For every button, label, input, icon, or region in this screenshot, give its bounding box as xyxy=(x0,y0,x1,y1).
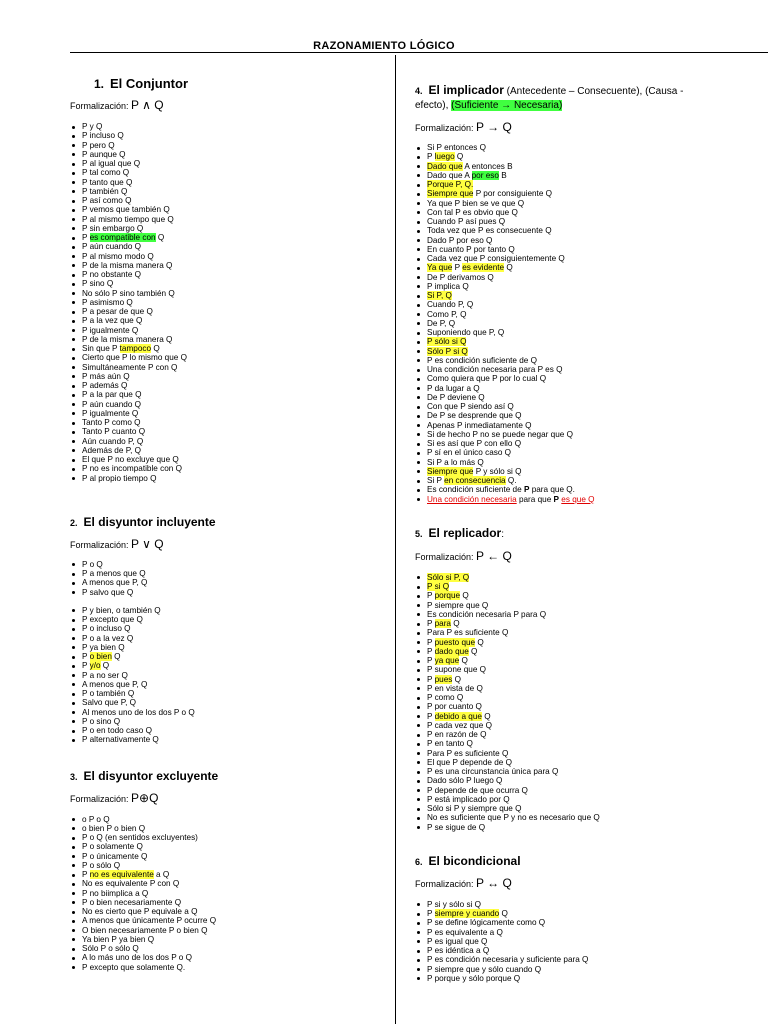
list-item: P se sigue de Q xyxy=(415,823,745,832)
list-item: P o bien Q xyxy=(70,652,385,661)
list-item: o P o Q xyxy=(70,815,385,824)
list-item: A menos que P, Q xyxy=(70,578,385,587)
list-item: P o incluso Q xyxy=(70,624,385,633)
expression-list xyxy=(70,815,385,972)
formalization xyxy=(415,121,745,134)
section-disyuntor-excluyente xyxy=(70,769,385,972)
list-item: De P derivamos Q xyxy=(415,273,745,282)
section-number: 2. xyxy=(70,517,78,528)
list-item: P también Q xyxy=(70,187,385,196)
list-item: P sin embargo Q xyxy=(70,224,385,233)
list-item: P supone que Q xyxy=(415,665,745,674)
list-item: De P se desprende que Q xyxy=(415,411,745,420)
list-item: P pues Q xyxy=(415,675,745,684)
list-item: P salvo que Q xyxy=(70,588,385,597)
section-subtitle-cont: efecto), xyxy=(415,100,452,111)
list-item: No sólo P sino también Q xyxy=(70,289,385,298)
list-item: P se define lógicamente como Q xyxy=(415,918,745,927)
list-item: Ya que P es evidente Q xyxy=(415,263,745,272)
list-item: P incluso Q xyxy=(70,131,385,140)
list-item: P no es incompatible con Q xyxy=(70,464,385,473)
list-item: Porque P, Q. xyxy=(415,180,745,189)
formalization xyxy=(415,550,745,563)
list-item: P aún cuando Q xyxy=(70,400,385,409)
formula-symbol: P ↔ Q xyxy=(476,875,512,890)
section-number: 1. xyxy=(94,77,105,91)
list-item: P debido a que Q xyxy=(415,712,745,721)
expression-list xyxy=(415,573,745,832)
list-item: Como P, Q xyxy=(415,310,745,319)
list-item: P aún cuando Q xyxy=(70,242,385,251)
list-item: Con tal P es obvio que Q xyxy=(415,208,745,217)
section-subtitle: (Antecedente – Consecuente), (Causa - xyxy=(503,86,684,97)
list-item: P es condición suficiente de Q xyxy=(415,356,745,365)
list-item: El que P no excluye que Q xyxy=(70,455,385,464)
section-bicondicional xyxy=(415,854,745,983)
list-item: Dado que A por eso B xyxy=(415,171,745,180)
list-item: A menos que únicamente P ocurre Q xyxy=(70,916,385,925)
list-item: P dado que Q xyxy=(415,647,745,656)
list-item: P luego Q xyxy=(415,152,745,161)
expression-list xyxy=(415,143,745,504)
list-item: P está implicado por Q xyxy=(415,795,745,804)
list-item: P a menos que Q xyxy=(70,569,385,578)
list-item: P a pesar de que Q xyxy=(70,307,385,316)
list-item: P sólo si Q xyxy=(415,337,745,346)
list-item: Tanto P cuanto Q xyxy=(70,427,385,436)
list-item: P sí en el único caso Q xyxy=(415,448,745,457)
list-item: Si P en consecuencia Q. xyxy=(415,476,745,485)
list-item: Siempre que P y sólo si Q xyxy=(415,467,745,476)
list-item: P es equivalente a Q xyxy=(415,928,745,937)
list-item: De P, Q xyxy=(415,319,745,328)
list-item: P sino Q xyxy=(70,279,385,288)
list-item: P o en todo caso Q xyxy=(70,726,385,735)
list-item: P además Q xyxy=(70,381,385,390)
list-item: Suponiendo que P, Q xyxy=(415,328,745,337)
list-item: Una condición necesaria para P es Q xyxy=(415,365,745,374)
list-item: O bien necesariamente P o bien Q xyxy=(70,926,385,935)
list-item: P depende de que ocurra Q xyxy=(415,786,745,795)
list-item: Apenas P inmediatamente Q xyxy=(415,421,745,430)
list-item: P ya que Q xyxy=(415,656,745,665)
list-item: P da lugar a Q xyxy=(415,384,745,393)
list-item: No es cierto que P equivale a Q xyxy=(70,907,385,916)
list-item: P o sólo Q xyxy=(70,861,385,870)
list-item: P aunque Q xyxy=(70,150,385,159)
section-heading xyxy=(415,526,745,542)
list-item: P implica Q xyxy=(415,282,745,291)
section-disyuntor-incluyente xyxy=(70,515,385,745)
list-item: Si P entonces Q xyxy=(415,143,745,152)
list-item: P o únicamente Q xyxy=(70,852,385,861)
list-item: Salvo que P, Q xyxy=(70,698,385,707)
list-item: P es condición necesaria y suficiente para Q xyxy=(415,955,745,964)
list-item: Sin que P tampoco Q xyxy=(70,344,385,353)
list-item: P tal como Q xyxy=(70,168,385,177)
list-item: Dado sólo P luego Q xyxy=(415,776,745,785)
list-item: o bien P o bien Q xyxy=(70,824,385,833)
list-item: Cada vez que P consiguientemente Q xyxy=(415,254,745,263)
list-item: P igualmente Q xyxy=(70,409,385,418)
list-item: Sólo P si Q xyxy=(415,347,745,356)
list-item: P o Q (en sentidos excluyentes) xyxy=(70,833,385,842)
list-item: P o también Q xyxy=(70,689,385,698)
section-heading xyxy=(70,515,385,530)
formalization-label: Formalización: xyxy=(415,551,474,562)
list-item: Es condición suficiente de P para que Q. xyxy=(415,485,745,494)
formalization xyxy=(70,792,385,805)
list-item: Dado que A entonces B xyxy=(415,162,745,171)
section-title: El replicador xyxy=(428,525,502,540)
section-replicador xyxy=(415,526,745,832)
list-item: El que P depende de Q xyxy=(415,758,745,767)
list-item: P así como Q xyxy=(70,196,385,205)
list-item: P a no ser Q xyxy=(70,671,385,680)
list-item: P y Q xyxy=(70,122,385,131)
list-item: P al mismo tiempo que Q xyxy=(70,215,385,224)
list-item: P pero Q xyxy=(70,141,385,150)
list-item: Es condición necesaria P para Q xyxy=(415,610,745,619)
header-rule xyxy=(70,52,768,53)
section-title: El Conjuntor xyxy=(110,76,189,91)
list-item: P no biimplica a Q xyxy=(70,889,385,898)
formula-symbol: P⊕Q xyxy=(131,790,159,805)
list-item: P y/o Q xyxy=(70,661,385,670)
list-item: P porque Q xyxy=(415,591,745,600)
list-item: P más aún Q xyxy=(70,372,385,381)
list-item: P ya bien Q xyxy=(70,643,385,652)
list-item: P cada vez que Q xyxy=(415,721,745,730)
left-column xyxy=(70,77,385,972)
formalization xyxy=(70,99,385,112)
list-item: P es una circunstancia única para Q xyxy=(415,767,745,776)
list-item: Simultáneamente P con Q xyxy=(70,363,385,372)
section-title: El bicondicional xyxy=(428,853,521,868)
section-number: 4. xyxy=(415,86,423,96)
formalization-label: Formalización: xyxy=(70,793,129,804)
formula-symbol: P ← Q xyxy=(476,548,512,563)
list-item: Si es así que P con ello Q xyxy=(415,439,745,448)
list-item: P por cuanto Q xyxy=(415,702,745,711)
formalization xyxy=(415,877,745,890)
expression-list xyxy=(70,122,385,483)
section-title-colon: : xyxy=(501,528,504,540)
list-item: P a la vez que Q xyxy=(70,316,385,325)
page-title: RAZONAMIENTO LÓGICO xyxy=(313,40,455,52)
list-item: P no es equivalente a Q xyxy=(70,870,385,879)
list-item: P o solamente Q xyxy=(70,842,385,851)
list-item: P excepto que solamente Q. xyxy=(70,963,385,972)
right-column xyxy=(415,84,745,983)
list-item: P en razón de Q xyxy=(415,730,745,739)
list-item: No es equivalente P con Q xyxy=(70,879,385,888)
section-number: 3. xyxy=(70,771,78,782)
formula-symbol: P ∧ Q xyxy=(131,98,164,112)
list-item: En cuanto P por tanto Q xyxy=(415,245,745,254)
expression-list xyxy=(415,900,745,983)
list-item: P o Q xyxy=(70,560,385,569)
list-item: P siempre que y sólo cuando Q xyxy=(415,965,745,974)
list-item: A lo más uno de los dos P o Q xyxy=(70,953,385,962)
list-item: P siempre y cuando Q xyxy=(415,909,745,918)
list-item: De P deviene Q xyxy=(415,393,745,402)
list-item: P al propio tiempo Q xyxy=(70,474,385,483)
list-item: Sólo si P, Q xyxy=(415,573,745,582)
list-item: P o bien necesariamente Q xyxy=(70,898,385,907)
section-subtitle-highlight: (Suficiente → Necesaria) xyxy=(451,100,563,111)
list-item: A menos que P, Q xyxy=(70,680,385,689)
list-item: P siempre que Q xyxy=(415,601,745,610)
list-item: Toda vez que P es consecuente Q xyxy=(415,226,745,235)
list-item: P a la par que Q xyxy=(70,390,385,399)
list-item: P puesto que Q xyxy=(415,638,745,647)
section-heading xyxy=(415,854,745,869)
list-item: P igualmente Q xyxy=(70,326,385,335)
list-item: P al mismo modo Q xyxy=(70,252,385,261)
list-item: P o sino Q xyxy=(70,717,385,726)
list-item: P es idéntica a Q xyxy=(415,946,745,955)
list-item: P vemos que también Q xyxy=(70,205,385,214)
list-item: Para P es suficiente Q xyxy=(415,628,745,637)
list-item: P si Q xyxy=(415,582,745,591)
list-item: P para Q xyxy=(415,619,745,628)
list-item: Para P es suficiente Q xyxy=(415,749,745,758)
expression-list xyxy=(70,560,385,745)
list-item: Si P a lo más Q xyxy=(415,458,745,467)
section-number: 6. xyxy=(415,856,423,867)
list-item: P en tanto Q xyxy=(415,739,745,748)
list-item: P como Q xyxy=(415,693,745,702)
list-item: Con que P siendo así Q xyxy=(415,402,745,411)
list-item: Dado P por eso Q xyxy=(415,236,745,245)
section-conjuntor xyxy=(70,77,385,483)
section-title: El disyuntor incluyente xyxy=(83,514,216,529)
list-item: Si de hecho P no se puede negar que Q xyxy=(415,430,745,439)
list-item: P si y sólo si Q xyxy=(415,900,745,909)
section-heading xyxy=(70,769,385,784)
list-item: P en vista de Q xyxy=(415,684,745,693)
list-item: Como quiera que P por lo cual Q xyxy=(415,374,745,383)
list-item: Ya bien P ya bien Q xyxy=(70,935,385,944)
formalization xyxy=(70,538,385,551)
list-item: P tanto que Q xyxy=(70,178,385,187)
list-item: Una condición necesaria para que P es que Q xyxy=(415,495,745,504)
section-number: 5. xyxy=(415,528,423,539)
list-item: P asimismo Q xyxy=(70,298,385,307)
list-item: P no obstante Q xyxy=(70,270,385,279)
formalization-label: Formalización: xyxy=(415,123,474,133)
list-item: No es suficiente que P y no es necesario que Q xyxy=(415,813,745,822)
list-item: P y bien, o también Q xyxy=(70,606,385,615)
formalization-label: Formalización: xyxy=(70,539,129,550)
list-item: Al menos uno de los dos P o Q xyxy=(70,708,385,717)
section-title: El disyuntor excluyente xyxy=(83,768,219,783)
list-item: P de la misma manera Q xyxy=(70,261,385,270)
list-item: Si P, Q xyxy=(415,291,745,300)
list-item: P de la misma manera Q xyxy=(70,335,385,344)
list-item: Siempre que P por consiguiente Q xyxy=(415,189,745,198)
list-item: Aún cuando P, Q xyxy=(70,437,385,446)
section-heading xyxy=(415,84,745,112)
list-item: P excepto que Q xyxy=(70,615,385,624)
section-implicador xyxy=(415,84,745,504)
formalization-label: Formalización: xyxy=(415,878,474,889)
list-item: Tanto P como Q xyxy=(70,418,385,427)
list-item: Sólo P o sólo Q xyxy=(70,944,385,953)
list-item: Cuando P, Q xyxy=(415,300,745,309)
list-item: Cierto que P lo mismo que Q xyxy=(70,353,385,362)
formula-symbol: P ∨ Q xyxy=(131,536,164,551)
list-item: P es compatible con Q xyxy=(70,233,385,242)
list-item: Ya que P bien se ve que Q xyxy=(415,199,745,208)
formula-symbol: P → Q xyxy=(476,120,512,134)
section-title: El implicador xyxy=(428,83,504,97)
list-item: Cuando P así pues Q xyxy=(415,217,745,226)
column-divider xyxy=(395,55,396,1024)
list-item: Además de P, Q xyxy=(70,446,385,455)
list-item: P o a la vez Q xyxy=(70,634,385,643)
list-item: P porque y sólo porque Q xyxy=(415,974,745,983)
list-item: P al igual que Q xyxy=(70,159,385,168)
list-item: Sólo si P y siempre que Q xyxy=(415,804,745,813)
formalization-label: Formalización: xyxy=(70,101,129,111)
list-item: P es igual que Q xyxy=(415,937,745,946)
section-heading xyxy=(70,77,385,91)
list-item: P alternativamente Q xyxy=(70,735,385,744)
